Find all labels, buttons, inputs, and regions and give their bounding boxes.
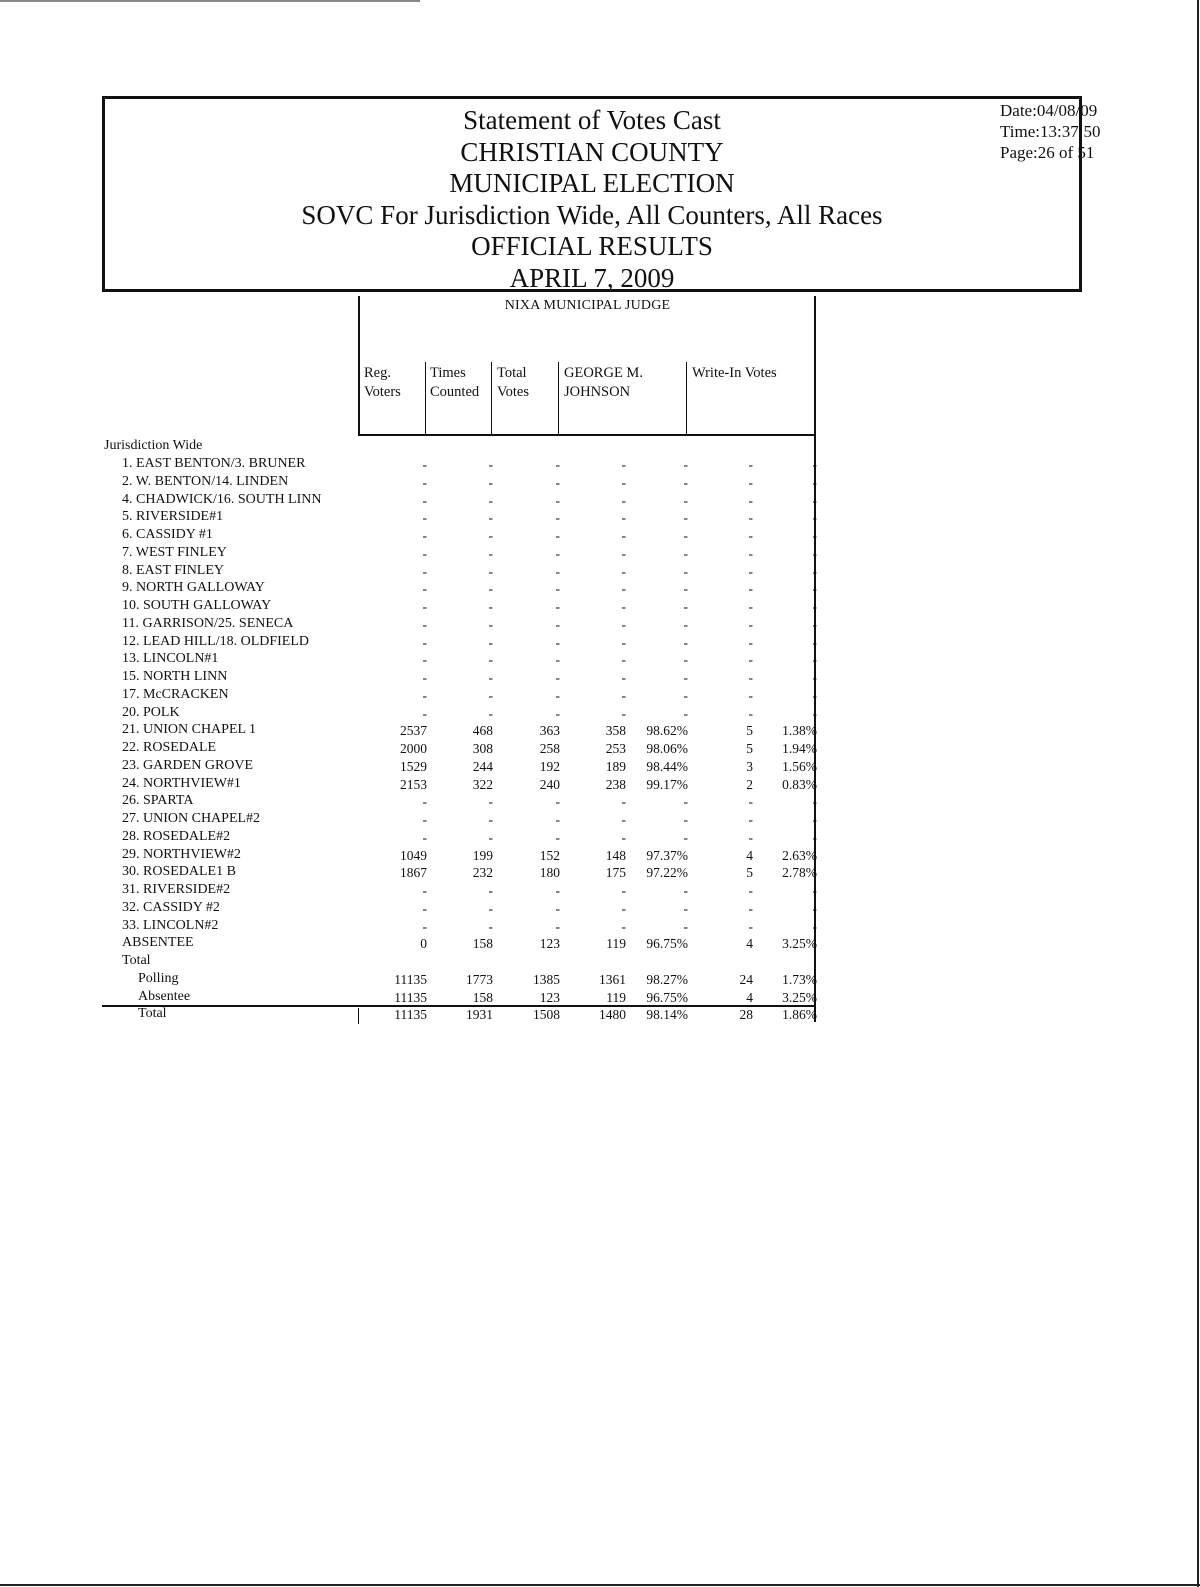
cell-cand: -	[621, 581, 626, 597]
row-label: 11. GARRISON/25. SENECA	[122, 615, 294, 631]
cell-times: 244	[472, 758, 493, 774]
cell-total: -	[555, 599, 560, 614]
cell-times: -	[488, 528, 493, 543]
cell-reg: -	[422, 812, 427, 827]
cell-reg: -	[422, 652, 427, 668]
cell-reg: -	[422, 687, 427, 703]
cell-cand-pct: -	[683, 812, 688, 827]
row-label: 28. ROSEDALE#2	[122, 828, 231, 844]
cell-wi: -	[748, 634, 753, 650]
cell-cand-pct: -	[683, 510, 688, 526]
cell-wi-pct: -	[812, 634, 817, 650]
report-header-box	[102, 96, 1082, 292]
cell-wi: -	[748, 918, 753, 934]
cell-total: -	[555, 918, 560, 934]
cell-times: -	[488, 812, 493, 827]
cell-wi-pct: -	[812, 794, 817, 810]
cell-wi-pct: 1.73%	[782, 971, 817, 987]
cell-reg: -	[422, 918, 427, 934]
column-divider	[425, 362, 426, 436]
title-line: OFFICIAL RESULTS	[471, 231, 713, 261]
cell-cand-pct: -	[683, 705, 688, 721]
cell-total: -	[555, 634, 560, 650]
col-header-line: Counted	[430, 384, 480, 400]
cell-cand-pct: 96.75%	[646, 989, 688, 1005]
cell-cand-pct: 98.14%	[646, 1007, 688, 1023]
cell-cand: -	[621, 829, 626, 845]
row-label: Absentee	[138, 988, 191, 1004]
cell-cand-pct: -	[683, 563, 688, 579]
cell-cand-pct: -	[683, 474, 688, 490]
cell-wi-pct: -	[812, 474, 817, 490]
report-title	[105, 105, 1079, 294]
cell-times: -	[488, 545, 493, 561]
cell-wi: 5	[746, 723, 753, 739]
cell-cand: 148	[605, 847, 626, 863]
cell-wi-pct: -	[812, 652, 817, 668]
col-header-line: Total	[497, 365, 527, 381]
cell-wi-pct: 1.38%	[782, 723, 817, 739]
column-divider	[558, 362, 559, 436]
cell-total: -	[555, 652, 560, 668]
cell-wi-pct: -	[812, 900, 817, 916]
cell-total: 240	[539, 776, 560, 792]
cell-times: 1931	[466, 1007, 493, 1023]
cell-cand-pct: -	[683, 528, 688, 543]
cell-total: -	[555, 492, 560, 508]
col-header-line: Votes	[497, 384, 529, 400]
col-header-line: Times	[430, 365, 466, 381]
cell-wi-pct: -	[812, 705, 817, 721]
cell-cand: -	[621, 794, 626, 810]
cell-reg: -	[422, 829, 427, 845]
cell-wi: -	[748, 510, 753, 526]
cell-cand-pct: -	[683, 545, 688, 561]
cell-cand-pct: -	[683, 670, 688, 685]
cell-wi-pct: -	[812, 883, 817, 898]
cell-reg: 2537	[400, 723, 427, 739]
cell-wi-pct: 2.78%	[782, 865, 817, 881]
cell-cand: 119	[606, 989, 626, 1005]
cell-cand: 358	[605, 723, 626, 739]
cell-times: 158	[472, 936, 493, 952]
cell-total: 192	[539, 758, 560, 774]
cell-cand-pct: -	[683, 883, 688, 898]
cell-cand: 1361	[599, 971, 626, 987]
row-label: 20. POLK	[122, 704, 180, 720]
table-left-border	[358, 296, 360, 436]
cell-times: -	[488, 510, 493, 526]
cell-cand-pct: 98.27%	[646, 971, 688, 987]
cell-wi: -	[748, 670, 753, 685]
cell-total: 152	[539, 847, 560, 863]
report-time: Time:13:37:50	[1000, 122, 1101, 141]
totals-rule	[102, 1005, 816, 1007]
cell-reg: -	[422, 794, 427, 810]
cell-wi-pct: -	[812, 829, 817, 845]
cell-cand: 119	[606, 936, 626, 952]
cell-cand: -	[621, 918, 626, 934]
cell-cand: -	[621, 457, 626, 472]
col-header-line: GEORGE M.	[564, 365, 643, 381]
cell-cand-pct: -	[683, 581, 688, 597]
cell-wi: 2	[746, 776, 753, 792]
cell-total: 123	[539, 936, 560, 952]
cell-reg: 1049	[400, 847, 427, 863]
cell-wi-pct: 0.83%	[782, 776, 817, 792]
race-title: NIXA MUNICIPAL JUDGE	[504, 298, 671, 313]
cell-cand-pct: -	[683, 599, 688, 614]
row-label: 33. LINCOLN#2	[122, 917, 219, 933]
cell-wi-pct: 1.56%	[782, 758, 817, 774]
row-label: 32. CASSIDY #2	[122, 899, 220, 915]
cell-cand: -	[621, 616, 626, 632]
cell-times: -	[488, 883, 493, 898]
row-label: 5. RIVERSIDE#1	[122, 509, 224, 525]
title-line: Statement of Votes Cast	[463, 105, 721, 135]
cell-reg: -	[422, 474, 427, 490]
cell-reg: 11135	[394, 1007, 427, 1023]
cell-total: -	[555, 883, 560, 898]
cell-cand: 189	[605, 758, 626, 774]
cell-cand-pct: -	[683, 457, 688, 472]
cell-total: -	[555, 510, 560, 526]
cell-wi: -	[748, 599, 753, 614]
col-header-reg-voters	[364, 364, 401, 402]
cell-wi-pct: -	[812, 510, 817, 526]
cell-reg: -	[422, 457, 427, 472]
cell-reg: 1529	[400, 758, 427, 774]
cell-times: -	[488, 829, 493, 845]
cell-wi: -	[748, 687, 753, 703]
cell-total: -	[555, 794, 560, 810]
cell-wi: -	[748, 457, 753, 472]
cell-wi: -	[748, 705, 753, 721]
row-label: 26. SPARTA	[122, 793, 194, 809]
column-divider	[686, 362, 687, 436]
cell-wi-pct: -	[812, 812, 817, 827]
cell-wi: 4	[746, 847, 753, 863]
row-label: 31. RIVERSIDE#2	[122, 882, 231, 897]
cell-total: 258	[539, 741, 560, 756]
cell-cand-pct: 96.75%	[646, 936, 688, 952]
cell-cand-pct: -	[683, 492, 688, 508]
cell-times: -	[488, 900, 493, 916]
cell-cand: -	[621, 670, 626, 685]
cell-total: 1508	[533, 1007, 560, 1023]
col-header-write-in	[692, 364, 777, 383]
cell-reg: -	[422, 883, 427, 898]
cell-wi: -	[748, 652, 753, 668]
cell-wi: -	[748, 563, 753, 579]
cell-reg: -	[422, 510, 427, 526]
cell-cand: -	[621, 510, 626, 526]
row-label: Total	[138, 1006, 167, 1022]
cell-wi: -	[748, 581, 753, 597]
cell-cand-pct: -	[683, 918, 688, 934]
cell-reg: 2153	[400, 776, 427, 792]
cell-reg: -	[422, 545, 427, 561]
row-label: 2. W. BENTON/14. LINDEN	[122, 473, 289, 489]
row-label: 24. NORTHVIEW#1	[122, 775, 241, 791]
row-label: 23. GARDEN GROVE	[122, 757, 254, 773]
cell-wi-pct: -	[812, 581, 817, 597]
cell-wi: -	[748, 883, 753, 898]
cell-cand-pct: 98.62%	[646, 723, 688, 739]
report-meta	[1000, 100, 1200, 163]
cell-cand-pct: -	[683, 634, 688, 650]
cell-reg: 0	[420, 936, 427, 952]
cell-wi: -	[748, 900, 753, 916]
cell-total: -	[555, 616, 560, 632]
col-header-total-votes	[497, 364, 529, 402]
header-bottom-rule	[358, 434, 816, 436]
cell-cand: 238	[605, 776, 626, 792]
cell-cand: -	[621, 599, 626, 614]
cell-times: -	[488, 705, 493, 721]
cell-wi-pct: -	[812, 545, 817, 561]
total-row-tick	[358, 1008, 359, 1024]
cell-wi: 4	[746, 936, 753, 952]
cell-wi: -	[748, 474, 753, 490]
cell-cand: -	[621, 652, 626, 668]
cell-cand: -	[621, 900, 626, 916]
cell-cand: -	[621, 492, 626, 508]
cell-wi-pct: -	[812, 670, 817, 685]
cell-cand-pct: -	[683, 794, 688, 810]
cell-total: -	[555, 670, 560, 685]
cell-wi-pct: -	[812, 687, 817, 703]
cell-total: -	[555, 705, 560, 721]
row-label: 1. EAST BENTON/3. BRUNER	[122, 456, 306, 471]
cell-cand: -	[621, 687, 626, 703]
row-label: ABSENTEE	[122, 935, 194, 951]
cell-cand-pct: 97.22%	[646, 865, 688, 881]
cell-times: -	[488, 457, 493, 472]
cell-cand: -	[621, 883, 626, 898]
row-label: 7. WEST FINLEY	[122, 544, 227, 560]
col-header-times-counted	[430, 364, 479, 402]
cell-cand: -	[621, 563, 626, 579]
title-line: SOVC For Jurisdiction Wide, All Counters, All Races	[301, 199, 883, 230]
cell-wi: 5	[746, 741, 753, 756]
cell-times: -	[488, 652, 493, 668]
cell-total: -	[555, 687, 560, 703]
cell-total: 1385	[533, 971, 560, 987]
cell-wi-pct: 2.63%	[782, 847, 817, 863]
cell-reg: 11135	[394, 989, 427, 1005]
row-label: 30. ROSEDALE1 B	[122, 864, 236, 880]
cell-wi-pct: -	[812, 457, 817, 472]
cell-reg: -	[422, 563, 427, 579]
cell-total: -	[555, 812, 560, 827]
cell-wi-pct: -	[812, 492, 817, 508]
cell-wi: -	[748, 794, 753, 810]
scan-edge-bottom	[0, 1584, 1200, 1586]
cell-times: 468	[472, 723, 493, 739]
cell-wi: -	[748, 616, 753, 632]
cell-cand: -	[621, 474, 626, 490]
cell-wi-pct: -	[812, 528, 817, 543]
cell-reg: 11135	[394, 971, 427, 987]
cell-wi: -	[748, 545, 753, 561]
cell-cand: -	[621, 545, 626, 561]
cell-wi: -	[748, 829, 753, 845]
cell-cand-pct: -	[683, 900, 688, 916]
cell-cand: -	[621, 705, 626, 721]
col-header-line: JOHNSON	[564, 384, 631, 400]
cell-wi-pct: -	[812, 918, 817, 934]
row-label: 6. CASSIDY #1	[122, 527, 213, 542]
cell-reg: -	[422, 705, 427, 721]
cell-reg: 1867	[400, 865, 427, 881]
title-line: CHRISTIAN COUNTY	[460, 136, 724, 167]
cell-times: -	[488, 918, 493, 934]
cell-wi: -	[748, 528, 753, 543]
cell-times: 232	[472, 865, 493, 881]
cell-times: -	[488, 581, 493, 597]
cell-cand-pct: 98.44%	[646, 758, 688, 774]
cell-total: -	[555, 829, 560, 845]
cell-wi-pct: 1.94%	[782, 741, 817, 756]
cell-wi-pct: 3.25%	[782, 936, 817, 952]
cell-times: -	[488, 563, 493, 579]
cell-total: -	[555, 545, 560, 561]
cell-cand-pct: 99.17%	[646, 776, 688, 792]
scan-edge-right	[1197, 0, 1199, 1587]
cell-times: -	[488, 492, 493, 508]
row-label: 17. McCRACKEN	[122, 686, 229, 702]
column-divider	[491, 362, 492, 436]
cell-times: 199	[472, 847, 493, 863]
cell-cand-pct: 98.06%	[646, 741, 688, 756]
cell-wi: 3	[746, 758, 753, 774]
report-date: Date:04/08/09	[1000, 101, 1098, 120]
row-label: 8. EAST FINLEY	[122, 562, 225, 578]
cell-wi: 4	[746, 989, 753, 1005]
cell-cand: -	[621, 528, 626, 543]
cell-total: 123	[539, 989, 560, 1005]
cell-cand-pct: -	[683, 616, 688, 632]
cell-cand: 1480	[599, 1007, 626, 1023]
col-header-line: Reg.	[364, 365, 391, 381]
scan-edge-top	[0, 0, 420, 2]
cell-times: 158	[472, 989, 493, 1005]
cell-wi-pct: -	[812, 563, 817, 579]
cell-reg: -	[422, 492, 427, 508]
col-header-line: Write-In Votes	[692, 365, 777, 381]
row-label: 29. NORTHVIEW#2	[122, 846, 241, 862]
cell-reg: -	[422, 634, 427, 650]
cell-reg: -	[422, 670, 427, 685]
cell-times: -	[488, 616, 493, 632]
cell-total: -	[555, 900, 560, 916]
cell-cand-pct: 97.37%	[646, 847, 688, 863]
cell-times: 308	[472, 741, 493, 756]
row-label: 13. LINCOLN#1	[122, 651, 219, 667]
cell-total: -	[555, 457, 560, 472]
cell-wi: -	[748, 492, 753, 508]
cell-times: -	[488, 670, 493, 685]
cell-cand-pct: -	[683, 652, 688, 668]
cell-wi: -	[748, 812, 753, 827]
cell-times: 322	[472, 776, 493, 792]
cell-cand-pct: -	[683, 829, 688, 845]
row-label: 12. LEAD HILL/18. OLDFIELD	[122, 633, 310, 649]
row-label: Polling	[138, 970, 179, 986]
cell-wi-pct: 3.25%	[782, 989, 817, 1005]
row-label: 4. CHADWICK/16. SOUTH LINN	[122, 491, 322, 507]
cell-cand: -	[621, 634, 626, 650]
cell-reg: -	[422, 599, 427, 614]
col-header-line: Voters	[364, 384, 401, 400]
title-line: MUNICIPAL ELECTION	[449, 168, 735, 198]
cell-total: -	[555, 563, 560, 579]
row-label: 10. SOUTH GALLOWAY	[122, 598, 272, 613]
cell-times: -	[488, 599, 493, 614]
totals-label: Total	[122, 953, 151, 968]
cell-total: -	[555, 528, 560, 543]
cell-wi-pct: -	[812, 616, 817, 632]
cell-times: -	[488, 687, 493, 703]
cell-times: -	[488, 794, 493, 810]
cell-wi: 24	[739, 971, 753, 987]
cell-cand: 175	[605, 865, 626, 881]
cell-times: -	[488, 474, 493, 490]
cell-total: -	[555, 474, 560, 490]
row-label: 22. ROSEDALE	[122, 740, 217, 755]
cell-wi-pct: -	[812, 599, 817, 614]
cell-reg: -	[422, 528, 427, 543]
cell-reg: -	[422, 900, 427, 916]
cell-cand: -	[621, 812, 626, 827]
report-page: Page:26 of 51	[1000, 143, 1095, 162]
cell-total: 180	[539, 865, 560, 881]
cell-total: 363	[539, 723, 560, 739]
cell-wi-pct: 1.86%	[782, 1007, 817, 1023]
cell-wi: 5	[746, 865, 753, 881]
cell-cand-pct: -	[683, 687, 688, 703]
cell-reg: -	[422, 581, 427, 597]
row-label: 21. UNION CHAPEL 1	[122, 722, 257, 738]
cell-wi: 28	[739, 1007, 753, 1023]
cell-times: -	[488, 634, 493, 650]
title-line: APRIL 7, 2009	[509, 262, 675, 293]
row-label: 27. UNION CHAPEL#2	[122, 811, 261, 826]
cell-reg: 2000	[400, 741, 427, 756]
cell-cand: 253	[605, 741, 626, 756]
row-label: 15. NORTH LINN	[122, 669, 228, 684]
cell-times: 1773	[466, 971, 493, 987]
col-header-candidate	[564, 364, 643, 402]
cell-total: -	[555, 581, 560, 597]
cell-reg: -	[422, 616, 427, 632]
section-label: Jurisdiction Wide	[104, 438, 203, 453]
row-label: 9. NORTH GALLOWAY	[122, 580, 265, 596]
